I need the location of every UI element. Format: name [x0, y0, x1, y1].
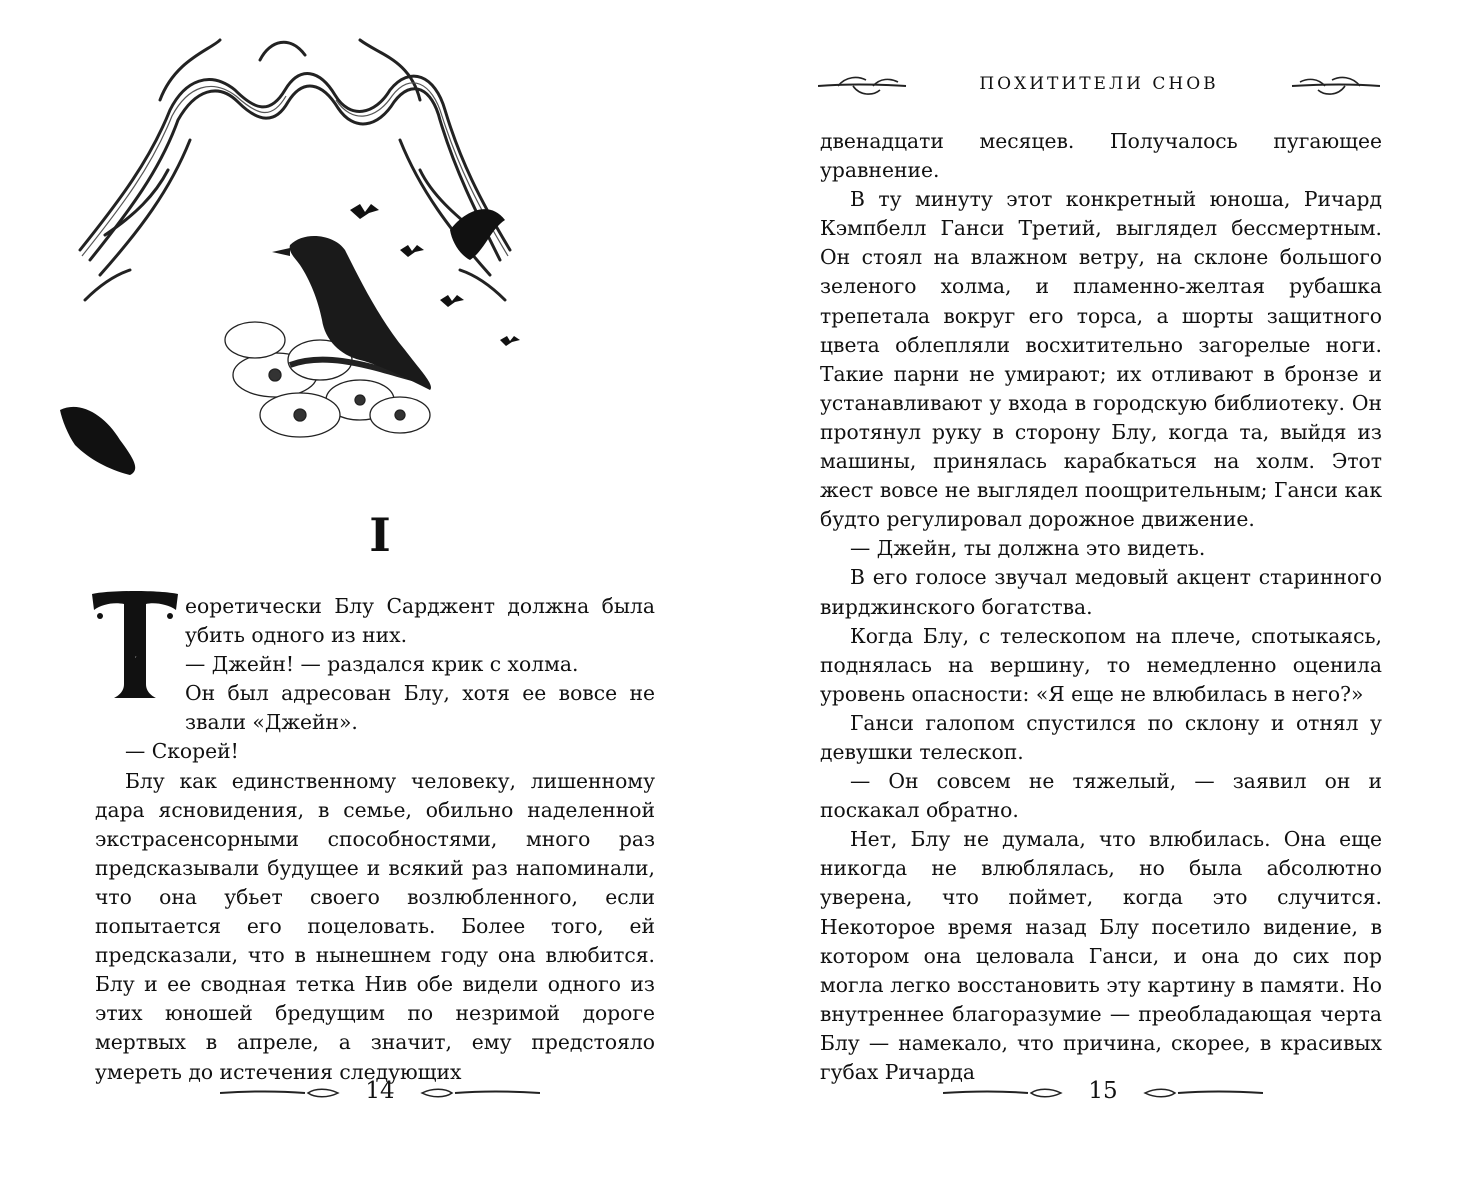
paragraph: Нет, Блу не думала, что влюбилась. Она еще никогда не влюблялась, но была абсолютно уверена, что поймет, когда это случится. Некоторое время назад Блу посетило видение, в котором она целовала Ганси, и она до сих пор могла легко восстановить эту картину в памяти. Но внутреннее благоразумие — преобладающая черта Блу — намекало, что причина, скорее, в красивых губах Ричарда — [820, 827, 1382, 1084]
ornament-line-icon — [420, 1088, 540, 1098]
paragraph: — Скорей! — [125, 739, 239, 764]
left-folio — [220, 1074, 540, 1110]
ornament-line-icon — [1143, 1088, 1263, 1098]
text-line: еоретически Блу Сарджент должна была убить одного из них. — [185, 594, 655, 648]
page-number-left: 14 — [365, 1078, 395, 1104]
paragraph: Блу как единственному человеку, лишенному дара ясновидения, в семье, обильно наделенной экстрасенсорными способностями, много раз предсказывали будущее и всякий раз напоминали, что она убьет своего возлюбленного, если попытается его поцеловать. Более того, ей предсказали, что в нынешнем году она влюбится. Блу и ее сводная тетка Нив обе видели одного из этих юношей бредущим по незримой дороге мертвых в апреле, а значит, ему предстояло умереть до истечения следующих — [95, 768, 655, 1084]
right-page-text — [820, 127, 1382, 1087]
right-page — [738, 0, 1477, 1182]
paragraph: — Джейн, ты должна это видеть. — [850, 536, 1206, 561]
paragraph: В ту минуту этот конкретный юноша, Ричард Кэмпбелл Ганси Третий, выглядел бессмертным. Он стоял на влажном ветру, на склоне большого зеленого холма, и пламенно-желтая рубашка трепетала вокруг его торса, а шорты защитного цвета облепляли восхитительно загорелые ноги. Такие парни не умирают; их отливают в бронзе и устанавливают у входа в городскую библиотеку. Он протянул руку в сторону Блу, когда та, выйдя из машины, принялась карабкаться на холм. Этот жест вовсе не выглядел поощрительным; Ганси как будто регулировал дорожное движение. — [820, 187, 1382, 532]
ornament-line-icon — [943, 1088, 1063, 1098]
page-number-right: 15 — [1088, 1078, 1118, 1104]
paragraph: Ганси галопом спустился по склону и отнял у девушки телескоп. — [820, 710, 1382, 764]
left-page — [0, 0, 738, 1182]
ornament-line-icon — [220, 1088, 340, 1098]
hanging-text — [95, 592, 655, 737]
running-head — [818, 68, 1380, 104]
paragraph: — Он совсем не тяжелый, — заявил он и поскакал обратно. — [820, 769, 1382, 823]
paragraph: В его голосе звучал медовый акцент старинного вирджинского богатства. — [820, 565, 1382, 619]
right-folio — [943, 1074, 1263, 1110]
ravens-vines-illustration — [60, 20, 520, 500]
paragraph: двенадцати месяцев. Получалось пугающее уравнение. — [820, 129, 1382, 183]
text-line: Он был адресован Блу, хотя ее вовсе не звали «Джейн». — [185, 681, 655, 735]
left-page-text — [95, 592, 655, 1087]
paragraph: Когда Блу, с телескопом на плече, спотыкаясь, поднялась на вершину, то немедленно оценила уровень опасности: «Я еще не влюбилась в него?» — [820, 623, 1382, 706]
leaf-ornament-icon — [1290, 74, 1380, 98]
drop-cap-letter: Т — [135, 657, 137, 659]
chapter-number: I — [369, 508, 391, 562]
book-title: ПОХИТИТЕЛИ СНОВ — [979, 74, 1219, 94]
text-line: — Джейн! — раздался крик с холма. — [185, 652, 579, 677]
